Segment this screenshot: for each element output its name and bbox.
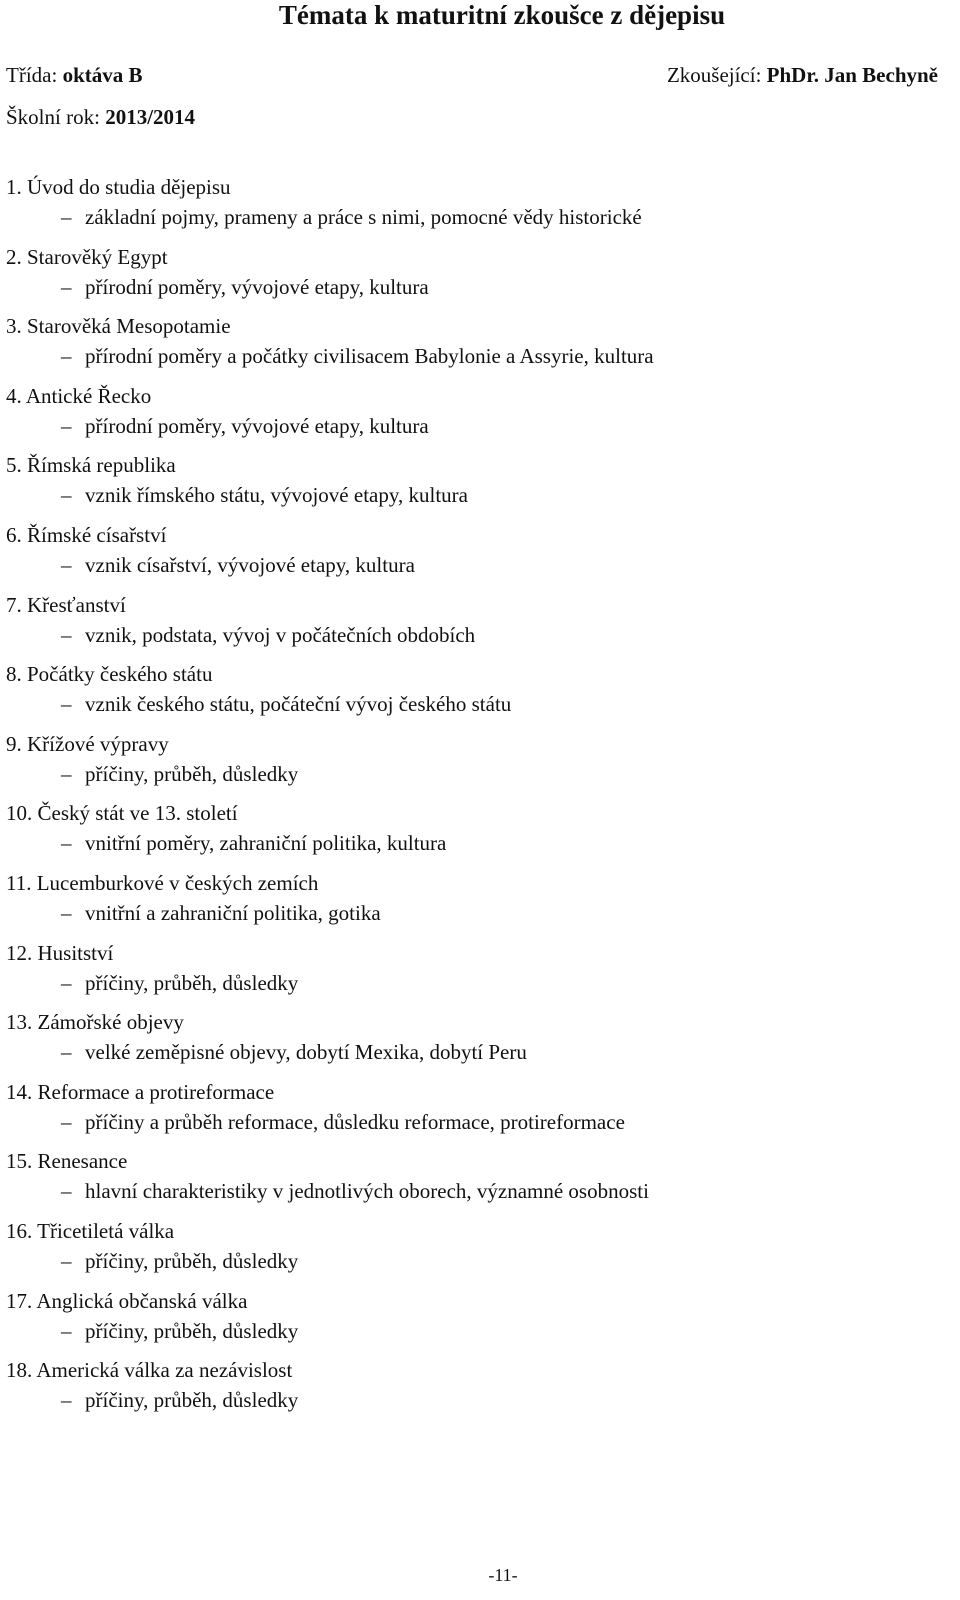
list-item: [6, 1007, 946, 1077]
dash: –: [61, 761, 72, 786]
topic-subtitle-text: příčiny, průběh, důsledky: [85, 1318, 299, 1343]
topic-subtitle-text: hlavní charakteristiky v jednotlivých oborech, významné osobnosti: [85, 1179, 649, 1204]
list-item: [6, 450, 946, 520]
list-item: [6, 1355, 946, 1425]
topic-subtitle: [6, 202, 946, 232]
list-item: [6, 381, 946, 451]
dash: –: [61, 622, 72, 647]
topic-subtitle-text: vznik, podstata, vývoj v počátečních obdobích: [85, 622, 476, 647]
list-item: [6, 938, 946, 1008]
dash: –: [61, 552, 72, 577]
topic-subtitle-text: příčiny, průběh, důsledky: [85, 970, 299, 995]
topic-title: 15. Renesance: [6, 1149, 128, 1174]
list-item: [6, 1216, 946, 1286]
class-value: oktáva B: [62, 63, 143, 87]
topic-subtitle: [6, 1176, 946, 1206]
dash: –: [61, 1248, 72, 1273]
dash: –: [61, 831, 72, 856]
topic-subtitle-text: příčiny, průběh, důsledky: [85, 761, 299, 786]
topic-subtitle-text: příčiny, průběh, důsledky: [85, 1388, 299, 1413]
list-item: [6, 729, 946, 799]
year-label: Školní rok:: [6, 105, 100, 129]
topic-title: 8. Počátky českého státu: [6, 662, 213, 687]
list-item: [6, 242, 946, 312]
list-item: [6, 172, 946, 242]
topic-title: 6. Římské císařství: [6, 522, 167, 547]
topic-title: 1. Úvod do studia dějepisu: [6, 175, 231, 199]
topic-subtitle: [6, 968, 946, 998]
topic-subtitle: [6, 1107, 946, 1137]
list-item: [6, 590, 946, 660]
topic-subtitle: [6, 620, 946, 650]
list-item: [6, 868, 946, 938]
topic-title: 11. Lucemburkové v českých zemích: [6, 870, 319, 895]
dash: –: [61, 692, 72, 717]
topic-subtitle-text: vznik římského státu, vývojové etapy, kultura: [85, 483, 468, 508]
topic-subtitle: [6, 828, 946, 858]
topic-title: 17. Anglická občanská válka: [6, 1288, 248, 1313]
topic-subtitle-text: vznik českého státu, počáteční vývoj českého státu: [85, 692, 512, 717]
topic-subtitle: [6, 689, 946, 719]
list-item: [6, 1286, 946, 1356]
topic-subtitle-text: příčiny, průběh, důsledky: [85, 1248, 299, 1273]
topic-subtitle: [6, 1385, 946, 1415]
dash: –: [61, 1388, 72, 1413]
list-item: [6, 798, 946, 868]
dash: –: [61, 205, 72, 229]
meta-row-year: [6, 104, 938, 130]
topic-title: 12. Husitství: [6, 940, 114, 965]
topic-subtitle-text: velké zeměpisné objevy, dobytí Mexika, dobytí Peru: [85, 1040, 527, 1065]
topic-subtitle-text: základní pojmy, prameny a práce s nimi, pomocné vědy historické: [85, 205, 642, 229]
meta-row-class-examiner: [6, 62, 938, 88]
dash: –: [61, 970, 72, 995]
list-item: [6, 311, 946, 381]
topic-subtitle-text: vnitřní poměry, zahraniční politika, kultura: [85, 831, 447, 856]
examiner-value: PhDr. Jan Bechyně: [766, 63, 938, 87]
topic-title: 7. Křesťanství: [6, 592, 126, 617]
topic-subtitle: [6, 411, 946, 441]
page-title: Témata k maturitní zkoušce z dějepisu: [278, 0, 726, 30]
dash: –: [61, 900, 72, 925]
topic-title: 4. Antické Řecko: [6, 383, 152, 408]
dash: –: [61, 483, 72, 508]
topic-title: 16. Třicetiletá válka: [6, 1218, 175, 1243]
topic-title: 14. Reformace a protireformace: [6, 1079, 275, 1104]
topic-title: 3. Starověká Mesopotamie: [6, 314, 231, 339]
page-number: -11-: [488, 1565, 518, 1585]
topic-subtitle: [6, 1246, 946, 1276]
topic-subtitle: [6, 759, 946, 789]
list-item: [6, 1146, 946, 1216]
dash: –: [61, 274, 72, 299]
topic-subtitle-text: vznik císařství, vývojové etapy, kultura: [85, 552, 415, 577]
topic-title: 10. Český stát ve 13. století: [6, 801, 238, 826]
topic-subtitle: [6, 272, 946, 302]
year-info: [6, 104, 195, 130]
list-item: [6, 520, 946, 590]
topic-subtitle-text: přírodní poměry, vývojové etapy, kultura: [85, 274, 429, 299]
topic-subtitle-text: přírodní poměry, vývojové etapy, kultura: [85, 413, 429, 438]
topic-subtitle: [6, 480, 946, 510]
topic-title: 9. Křížové výpravy: [6, 731, 169, 756]
topic-subtitle: [6, 341, 946, 371]
topic-subtitle: [6, 1316, 946, 1346]
topic-subtitle: [6, 550, 946, 580]
class-info: [6, 62, 143, 88]
examiner-info: [667, 62, 938, 88]
year-value: 2013/2014: [105, 105, 196, 129]
list-item: [6, 659, 946, 729]
topic-list: [6, 172, 946, 1425]
topic-title: 2. Starověký Egypt: [6, 244, 168, 269]
topic-subtitle: [6, 898, 946, 928]
topic-title: 18. Americká válka za nezávislost: [6, 1358, 293, 1383]
topic-subtitle-text: přírodní poměry a počátky civilisacem Babylonie a Assyrie, kultura: [85, 344, 654, 369]
topic-title: 5. Římská republika: [6, 453, 176, 478]
dash: –: [61, 1179, 72, 1204]
topic-title: 13. Zámořské objevy: [6, 1010, 184, 1035]
dash: –: [61, 1109, 72, 1134]
dash: –: [61, 1040, 72, 1065]
examiner-label: Zkoušející:: [666, 63, 762, 87]
topic-subtitle: [6, 1037, 946, 1067]
dash: –: [61, 413, 72, 438]
list-item: [6, 1077, 946, 1147]
topic-subtitle-text: příčiny a průběh reformace, důsledku reformace, protireformace: [85, 1109, 625, 1134]
class-label: Třída:: [6, 63, 58, 87]
dash: –: [61, 344, 72, 369]
dash: –: [61, 1318, 72, 1343]
topic-subtitle-text: vnitřní a zahraniční politika, gotika: [85, 900, 381, 925]
